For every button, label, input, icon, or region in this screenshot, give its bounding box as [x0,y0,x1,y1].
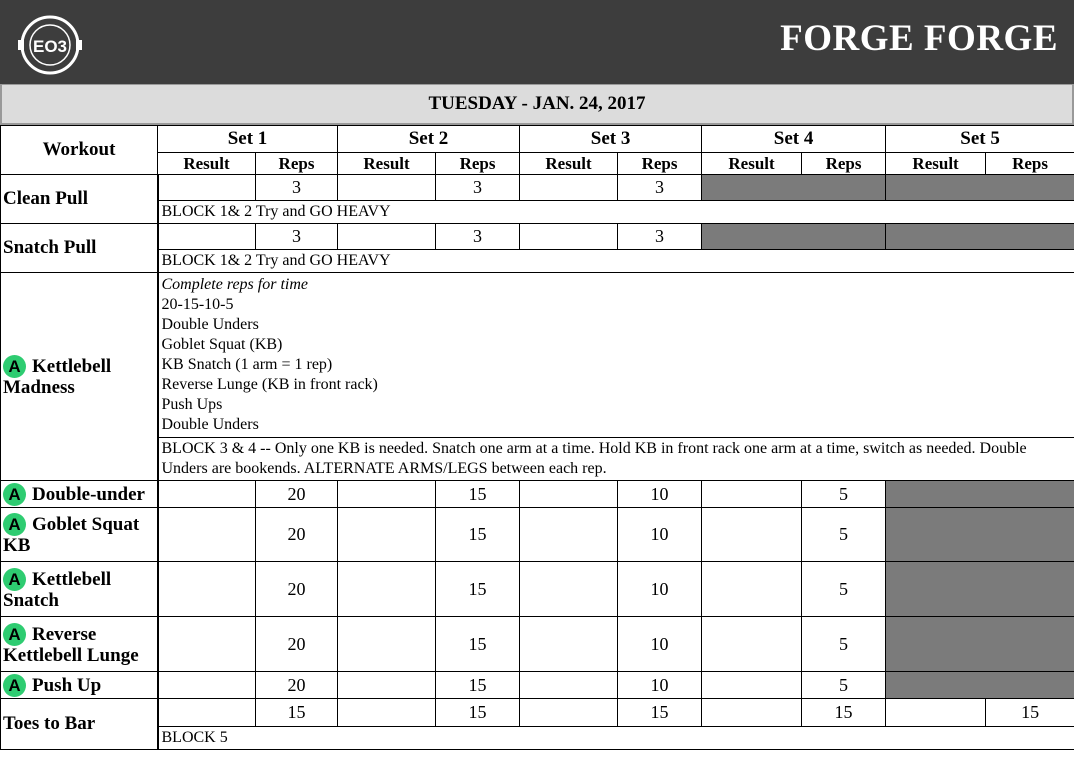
reps-header: Reps [436,153,520,175]
exercise-name: A Reverse Kettlebell Lunge [1,617,158,672]
exercise-note: BLOCK 1& 2 Try and GO HEAVY [158,250,1074,273]
table-row [1,273,1074,438]
result-cell[interactable] [702,699,802,727]
reps-cell: 3 [256,224,338,250]
exercise-name: A Kettlebell Madness [1,273,158,481]
svg-text:EO3: EO3 [32,37,68,56]
reps-cell: 15 [436,617,520,672]
reps-cell: 15 [986,699,1074,727]
reps-cell: 15 [436,508,520,562]
result-cell[interactable] [338,672,436,699]
set-4-header: Set 4 [702,126,886,153]
exercise-name: Clean Pull [1,175,158,224]
description-line: Goblet Squat (KB) [161,336,283,353]
reps-cell: 10 [618,672,702,699]
workout-description [158,273,1074,438]
result-cell[interactable] [520,562,618,617]
result-cell[interactable] [702,562,802,617]
reps-cell: 10 [618,481,702,508]
page-header [0,0,1074,85]
exercise-name: A Double-under [1,481,158,508]
section-a-badge: A [3,483,26,506]
result-cell[interactable] [338,617,436,672]
result-cell[interactable] [520,508,618,562]
result-cell[interactable] [158,672,256,699]
exercise-name: Snatch Pull [1,224,158,273]
reps-header: Reps [802,153,886,175]
result-cell[interactable] [338,175,436,201]
result-cell[interactable] [338,562,436,617]
result-header: Result [886,153,986,175]
reps-cell: 15 [256,699,338,727]
exercise-note: BLOCK 1& 2 Try and GO HEAVY [158,201,1074,224]
result-cell[interactable] [158,224,256,250]
result-cell[interactable] [886,699,986,727]
unused-set-cell [702,175,886,201]
set-5-header: Set 5 [886,126,1074,153]
section-a-badge: A [3,623,26,646]
reps-cell: 5 [802,562,886,617]
reps-header: Reps [256,153,338,175]
reps-cell: 3 [436,175,520,201]
reps-cell: 20 [256,672,338,699]
brand-title: FORGE FORGE [780,18,1058,59]
exercise-name: A Goblet Squat KB [1,508,158,562]
result-cell[interactable] [158,481,256,508]
table-row [1,224,1074,250]
table-row [1,562,1074,617]
description-line: Push Ups [161,396,223,413]
result-header: Result [702,153,802,175]
reps-cell: 10 [618,508,702,562]
reps-cell: 15 [436,481,520,508]
exercise-name: A Push Up [1,672,158,699]
reps-header: Reps [618,153,702,175]
unused-set-cell [886,508,1074,562]
result-cell[interactable] [338,481,436,508]
result-header: Result [158,153,256,175]
result-cell[interactable] [158,699,256,727]
result-cell[interactable] [338,699,436,727]
date-title: TUESDAY - JAN. 24, 2017 [0,85,1074,125]
reps-cell: 3 [618,175,702,201]
exercise-note: BLOCK 5 [158,727,1074,750]
reps-cell: 15 [436,699,520,727]
reps-cell: 10 [618,617,702,672]
result-cell[interactable] [520,224,618,250]
table-row [1,175,1074,201]
result-header: Result [338,153,436,175]
result-cell[interactable] [520,617,618,672]
table-row [1,699,1074,727]
table-row [1,617,1074,672]
description-line: Reverse Lunge (KB in front rack) [161,376,378,393]
section-a-badge: A [3,513,26,536]
exercise-name: A Kettlebell Snatch [1,562,158,617]
reps-cell: 5 [802,672,886,699]
table-row [1,508,1074,562]
result-cell[interactable] [702,481,802,508]
section-a-badge: A [3,674,26,697]
exercise-note: BLOCK 3 & 4 -- Only one KB is needed. Snatch one arm at a time. Hold KB in front rack one arm at a time, switch as needed. Double Unders are bookends. ALTERNATE ARMS/LEGS between each rep. [158,438,1074,481]
description-line: Double Unders [161,316,259,333]
reps-cell: 15 [436,672,520,699]
unused-set-cell [886,175,1074,201]
reps-cell: 20 [256,617,338,672]
result-cell[interactable] [520,481,618,508]
set-1-header: Set 1 [158,126,338,153]
unused-set-cell [886,481,1074,508]
set-3-header: Set 3 [520,126,702,153]
table-row [1,672,1074,699]
workout-column-header: Workout [1,126,158,175]
result-header: Result [520,153,618,175]
result-cell[interactable] [158,508,256,562]
eo3-fitness-logo-icon [16,14,84,76]
description-line: Complete reps for time [161,276,308,293]
description-line: Double Unders [161,416,259,433]
reps-cell: 3 [256,175,338,201]
description-line: 20-15-10-5 [161,296,234,313]
reps-cell: 15 [802,699,886,727]
result-cell[interactable] [520,699,618,727]
reps-cell: 20 [256,481,338,508]
workout-table [0,125,1074,750]
reps-cell: 3 [436,224,520,250]
result-cell[interactable] [338,508,436,562]
reps-cell: 5 [802,617,886,672]
result-cell[interactable] [702,508,802,562]
result-cell[interactable] [520,672,618,699]
unused-set-cell [886,562,1074,617]
unused-set-cell [886,617,1074,672]
table-row [1,481,1074,508]
unused-set-cell [702,224,886,250]
reps-cell: 3 [618,224,702,250]
result-cell[interactable] [702,617,802,672]
reps-cell: 15 [436,562,520,617]
section-a-badge: A [3,568,26,591]
reps-cell: 15 [618,699,702,727]
description-line: KB Snatch (1 arm = 1 rep) [161,356,333,373]
unused-set-cell [886,224,1074,250]
reps-cell: 5 [802,508,886,562]
result-cell[interactable] [338,224,436,250]
reps-cell: 10 [618,562,702,617]
set-2-header: Set 2 [338,126,520,153]
reps-cell: 20 [256,508,338,562]
exercise-name: Toes to Bar [1,699,158,750]
result-cell[interactable] [520,175,618,201]
reps-cell: 5 [802,481,886,508]
reps-header: Reps [986,153,1074,175]
section-a-badge: A [3,355,26,378]
reps-cell: 20 [256,562,338,617]
result-cell[interactable] [702,672,802,699]
result-cell[interactable] [158,617,256,672]
result-cell[interactable] [158,562,256,617]
unused-set-cell [886,672,1074,699]
result-cell[interactable] [158,175,256,201]
